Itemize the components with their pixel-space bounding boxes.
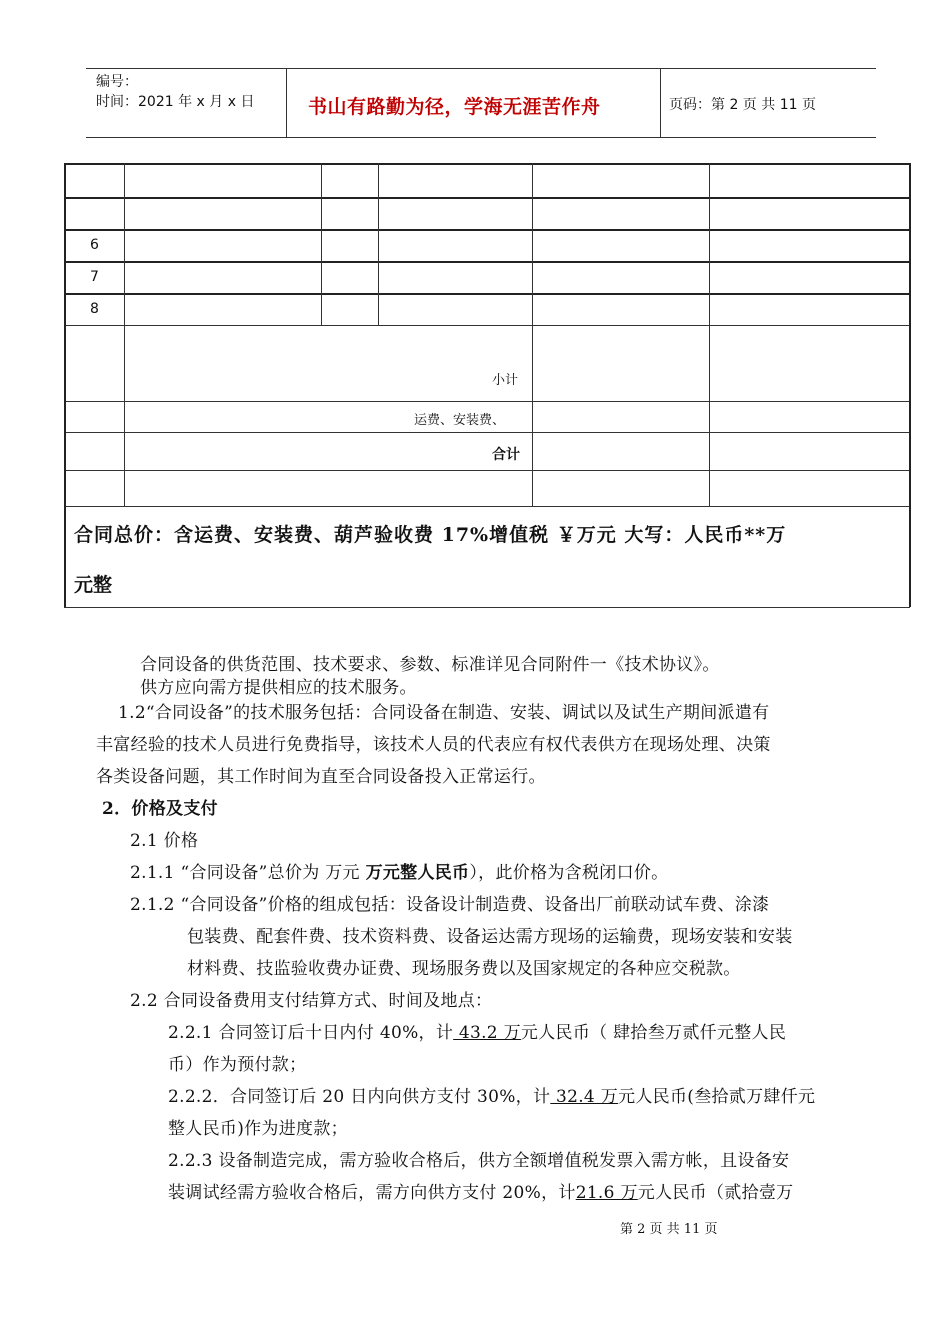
subsection-heading: 2.2 合同设备费用支付结算方式、时间及地点： bbox=[130, 991, 493, 1011]
body-line: 合同设备的供货范围、技术要求、参数、标准详见合同附件一《技术协议》。 bbox=[140, 655, 720, 675]
clause-2-2-2 bbox=[168, 1082, 815, 1107]
clause-text: 2.2.1 合同签订后十日内付 40%，计 bbox=[168, 1023, 454, 1043]
clause-2-1-2-cont: 包装费、配套件费、技术资料费、设备运达需方现场的运输费，现场安装和安装 bbox=[187, 927, 793, 947]
payment-amount: 21.6 万 bbox=[575, 1183, 638, 1203]
clause-text: 2.1.1 “合同设备”总价为 万元 bbox=[130, 863, 366, 883]
clause-text: 元人民币（贰拾壹万 bbox=[637, 1183, 794, 1203]
clause-text: 元人民币（ 肆拾叁万贰仟元整人民 bbox=[520, 1023, 787, 1043]
page-number-label: 页码：第 2 页 共 11 页 bbox=[669, 97, 816, 113]
clause-2-2-2-cont: 整人民币)作为进度款； bbox=[168, 1119, 348, 1139]
code-label: 编号： bbox=[96, 74, 138, 90]
body-line: 各类设备问题，其工作时间为直至合同设备投入正常运行。 bbox=[96, 767, 546, 787]
clause-text: 装调试经需方验收合格后，需方向供方支付 20%，计 bbox=[168, 1183, 576, 1203]
header-motto: 书山有路勤为径，学海无涯苦作舟 bbox=[308, 96, 601, 118]
header-divider bbox=[660, 69, 661, 137]
payment-amount: 32.4 万 bbox=[550, 1087, 619, 1107]
contract-total-price: 合同总价：含运费、安装费、葫芦验收费 17%增值税 ￥万元 大写：人民币**万 bbox=[74, 524, 787, 546]
clause-2-2-1 bbox=[168, 1018, 786, 1043]
body-line: 1.2“合同设备”的技术服务包括：合同设备在制造、安装、调试以及试生产期间派遣有 bbox=[118, 703, 770, 723]
equipment-table bbox=[64, 163, 910, 607]
clause-text: 元人民币(叁拾贰万肆仟元 bbox=[618, 1087, 816, 1107]
fees-label: 运费、安装费、 bbox=[414, 413, 506, 428]
subtotal-label: 小计 bbox=[492, 373, 519, 388]
clause-2-2-3: 2.2.3 设备制造完成，需方验收合格后，供方全额增值税发票入需方帐，且设备安 bbox=[168, 1151, 790, 1171]
row-number: 8 bbox=[90, 301, 99, 317]
header-meta bbox=[96, 72, 254, 112]
row-number: 7 bbox=[90, 269, 99, 285]
time-label: 时间：2021 年 x 月 x 日 bbox=[96, 94, 255, 110]
clause-2-2-3-cont bbox=[168, 1178, 793, 1203]
subsection-heading: 2.1 价格 bbox=[130, 831, 199, 851]
clause-text: ），此价格为含税闭口价。 bbox=[469, 863, 669, 883]
clause-amount-label: 万元整人民币 bbox=[365, 863, 470, 883]
total-label: 合计 bbox=[492, 447, 520, 463]
payment-amount: 43.2 万 bbox=[453, 1023, 521, 1043]
clause-text: 2.2.2．合同签订后 20 日内向供方支付 30%，计 bbox=[168, 1087, 551, 1107]
page-header bbox=[86, 68, 876, 138]
clause-2-1-1 bbox=[130, 858, 668, 883]
page-footer: 第 2 页 共 11 页 bbox=[620, 1222, 718, 1237]
clause-2-1-2-cont: 材料费、技监验收费办证费、现场服务费以及国家规定的各种应交税款。 bbox=[187, 959, 741, 979]
contract-total-price-cont: 元整 bbox=[74, 574, 113, 596]
row-number: 6 bbox=[90, 237, 99, 253]
clause-2-2-1-cont: 币）作为预付款； bbox=[168, 1055, 307, 1075]
clause-2-1-2: 2.1.2 “合同设备”价格的组成包括：设备设计制造费、设备出厂前联动试车费、涂漆 bbox=[130, 895, 770, 915]
body-line: 丰富经验的技术人员进行免费指导，该技术人员的代表应有权代表供方在现场处理、决策 bbox=[96, 735, 771, 755]
body-line: 供方应向需方提供相应的技术服务。 bbox=[140, 678, 417, 698]
section-heading: 2．价格及支付 bbox=[102, 799, 218, 819]
header-divider bbox=[286, 69, 287, 137]
